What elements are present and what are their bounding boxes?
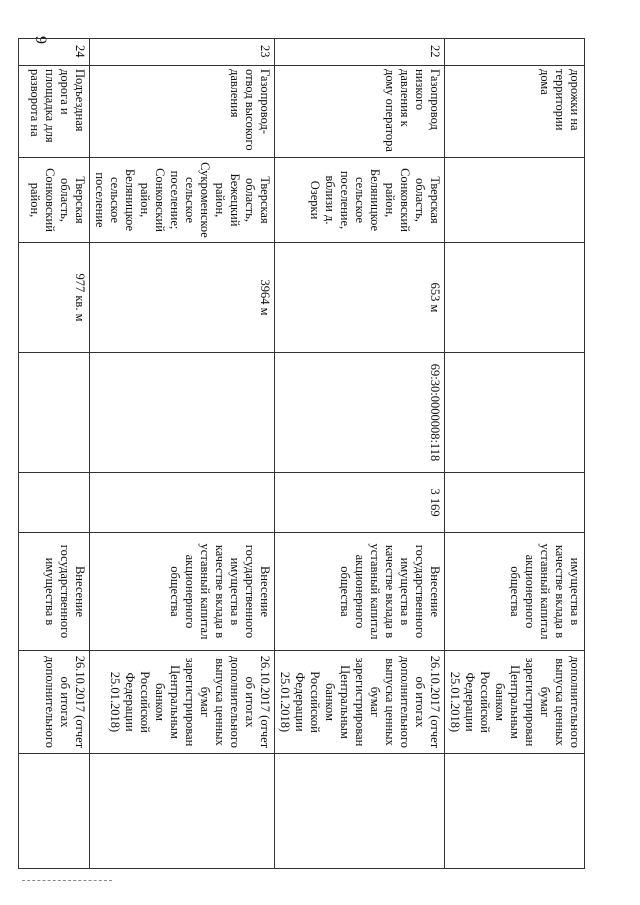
page-number: 9 (32, 36, 49, 44)
object-name: дорожки на территории дома (445, 66, 585, 158)
object-location: Тверская область, Сонковский район, (19, 158, 90, 243)
object-size: 977 кв. м (19, 243, 90, 353)
transfer-date: дополнительного выпуска ценных бумаг зарегистрирован Центральным банком Российской Федерации 25.01.2018) (445, 651, 585, 754)
table-row (19, 39, 90, 869)
object-location: Тверская область, Бежецкий район, Сукроменское сельское поселение; Сонковский район, Беляницкое сельское поселение (90, 158, 275, 243)
transfer-date: 26.10.2017 (отчет об итогах дополнительного выпуска ценных бумаг зарегистрирован Центральным банком Российской Федерации 25.01.2018) (275, 651, 445, 754)
object-location: Тверская область, Сонковский район, Беляницкое сельское поселение, вблизи д. Озерки (275, 158, 445, 243)
scan-edge-line (22, 880, 112, 881)
object-location (445, 158, 585, 243)
object-value (19, 473, 90, 533)
extra-cell (90, 754, 275, 869)
extra-cell (19, 754, 90, 869)
property-table (18, 38, 585, 869)
object-name: Подъездная дорога и площадка для разворота на (19, 66, 90, 158)
transfer-method: Внесение государственного имущества в качестве вклада в уставный капитал акционерного общества (275, 533, 445, 651)
row-number: 22 (275, 39, 445, 66)
cadastral-number (445, 353, 585, 473)
transfer-method: Внесение государственного имущества в (19, 533, 90, 651)
table-row (445, 39, 585, 869)
object-name: Газопровод-отвод высокого давления (90, 66, 275, 158)
object-name: Газопровод низкого давления к дому оператора (275, 66, 445, 158)
object-size: 653 м (275, 243, 445, 353)
table-row (275, 39, 445, 869)
row-number: 24 (19, 39, 90, 66)
transfer-date: 26.10.2017 (отчет об итогах дополнительного выпуска ценных бумаг зарегистрирован Центральным банком Российской Федерации 25.01.2018) (90, 651, 275, 754)
rotated-table-page (28, 38, 585, 868)
transfer-method: имущества в качестве вклада в уставный капитал акционерного общества (445, 533, 585, 651)
object-value (445, 473, 585, 533)
cadastral-number: 69:30:0000008:118 (275, 353, 445, 473)
extra-cell (275, 754, 445, 869)
object-value: 3 169 (275, 473, 445, 533)
cadastral-number (19, 353, 90, 473)
object-value (90, 473, 275, 533)
object-size: 3964 м (90, 243, 275, 353)
extra-cell (445, 754, 585, 869)
transfer-date: 26.10.2017 (отчет об итогах дополнительного (19, 651, 90, 754)
object-size (445, 243, 585, 353)
transfer-method: Внесение государственного имущества в качестве вклада в уставный капитал акционерного общества (90, 533, 275, 651)
cadastral-number (90, 353, 275, 473)
row-number: 23 (90, 39, 275, 66)
row-number (445, 39, 585, 66)
table-row (90, 39, 275, 869)
